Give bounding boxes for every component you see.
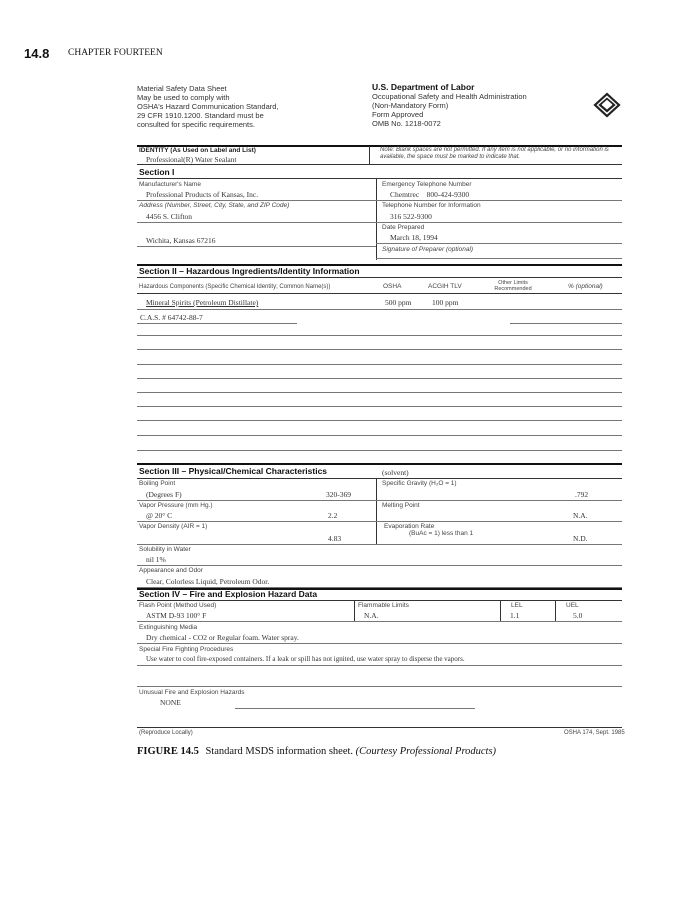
section-4-title: Section IV – Fire and Explosion Hazard Data	[139, 589, 318, 599]
evaporation-rate-condition: (BuAc = 1) less than 1	[409, 530, 474, 537]
vapor-density-label: Vapor Density (AIR = 1)	[139, 523, 208, 530]
ingredient-cas: C.A.S. # 64742-88-7	[140, 313, 203, 322]
ingredient-name: Mineral Spirits (Petroleum Distillate)	[146, 298, 259, 307]
form-header-line: consulted for specific requirements.	[137, 120, 255, 129]
boiling-point-label: Boiling Point	[139, 480, 176, 487]
specific-gravity-value: .792	[575, 490, 589, 499]
agency-title: U.S. Department of Labor	[372, 82, 475, 92]
address-label: Address (Number, Street, City, State, and ZIP Code)	[139, 202, 290, 209]
form-header-line: Material Safety Data Sheet	[137, 84, 227, 93]
manufacturer-value: Professional Products of Kansas, Inc.	[146, 190, 259, 199]
solubility-value: nil 1%	[146, 555, 166, 564]
form-header-right	[372, 83, 527, 128]
info-phone-label: Telephone Number for Information	[382, 202, 481, 209]
form-header-line: May be used to comply with	[137, 93, 230, 102]
section-3-note: (solvent)	[382, 468, 409, 477]
section-3-title: Section III – Physical/Chemical Characteristics	[139, 466, 328, 476]
ingredient-osha: 500 ppm	[385, 298, 412, 307]
uel-value: 5.0	[573, 611, 583, 620]
section-2-title: Section II – Hazardous Ingredients/Identity Information	[139, 266, 360, 276]
extinguishing-media-label: Extinguishing Media	[139, 624, 198, 631]
extinguishing-media-value: Dry chemical - CO2 or Regular foam. Water spray.	[146, 633, 299, 642]
info-phone-value: 316 522-9300	[390, 212, 432, 221]
lel-label: LEL	[511, 602, 523, 609]
vapor-density-value: 4.83	[328, 534, 342, 543]
figure-text: Standard MSDS information sheet.	[205, 746, 354, 757]
signature-label: Signature of Preparer (optional)	[382, 246, 474, 253]
specific-gravity-label: Specific Gravity (H₂O = 1)	[382, 480, 457, 487]
form-footer-left: (Reproduce Locally)	[139, 730, 193, 736]
vapor-pressure-value: 2.2	[328, 511, 338, 520]
evaporation-rate-value: N.D.	[573, 534, 588, 543]
form-header-line: 29 CFR 1910.1200. Standard must be	[137, 111, 264, 120]
components-header: Hazardous Components (Specific Chemical Identity; Common Name(s))	[139, 284, 331, 290]
uel-label: UEL	[566, 602, 579, 609]
manufacturer-label: Manufacturer's Name	[139, 181, 201, 188]
special-procedures-value: Use water to cool fire-exposed containers. If a leak or spill has not ignited, use water spray to disperse the vapors.	[146, 655, 465, 663]
unusual-hazards-value: NONE	[160, 698, 181, 707]
figure-label: FIGURE 14.5	[137, 746, 199, 757]
boiling-point-unit: (Degrees F)	[146, 490, 182, 499]
acgih-header: ACGIH TLV	[428, 283, 462, 290]
flash-point-value: ASTM D-93 100° F	[146, 611, 207, 620]
address-line-2: Wichita, Kansas 67216	[146, 236, 216, 245]
ingredient-tlv: 100 ppm	[432, 298, 459, 307]
section-1-title: Section I	[139, 167, 175, 177]
form-header-line: Occupational Safety and Health Administration	[372, 92, 527, 101]
form-footer-right: OSHA 174, Sept. 1985	[564, 730, 625, 736]
flash-point-label: Flash Point (Method Used)	[139, 602, 217, 609]
emergency-phone-label: Emergency Telephone Number	[382, 181, 472, 188]
emergency-phone-value: Chemtrec 800-424-9300	[390, 190, 470, 199]
solubility-label: Solubility in Water	[139, 546, 191, 553]
identity-label: IDENTITY (As Used on Label and List)	[139, 147, 256, 154]
boiling-point-value: 320-369	[326, 490, 351, 499]
evaporation-rate-label: Evaporation Rate	[384, 523, 435, 530]
special-procedures-label: Special Fire Fighting Procedures	[139, 646, 234, 653]
figure-credit: (Courtesy Professional Products)	[355, 746, 497, 757]
date-prepared-label: Date Prepared	[382, 224, 425, 231]
address-line-1: 4456 S. Clifton	[146, 212, 193, 221]
flammable-limits-label: Flammable Limits	[358, 602, 409, 609]
form-header-line: OSHA's Hazard Communication Standard,	[137, 102, 279, 111]
vapor-pressure-condition: @ 20° C	[146, 511, 173, 520]
appearance-label: Appearance and Odor	[139, 567, 203, 574]
vapor-pressure-label: Vapor Pressure (mm Hg.)	[139, 502, 213, 509]
form-header-left	[137, 84, 279, 129]
identity-value: Professional(R) Water Sealant	[146, 155, 237, 164]
other-limits-header: Other Limits Recommended	[494, 280, 532, 292]
date-prepared-value: March 18, 1994	[390, 233, 438, 242]
identity-note: Note: Blank spaces are not permitted. If any item is not applicable, or no information is available, the space must be marked to indicate that.	[380, 147, 609, 160]
osha-logo-icon	[593, 92, 621, 118]
lel-value: 1.1	[510, 611, 520, 620]
figure-caption	[137, 746, 496, 757]
page-number: 14.8	[24, 46, 50, 61]
appearance-value: Clear, Colorless Liquid, Petroleum Odor.	[146, 577, 270, 586]
unusual-hazards-label: Unusual Fire and Explosion Hazards	[139, 689, 245, 696]
flammable-limits-value: N.A.	[364, 611, 379, 620]
osha-header: OSHA	[383, 283, 402, 290]
percent-header: % (optional)	[568, 283, 603, 290]
form-header-line: OMB No. 1218-0072	[372, 119, 441, 128]
melting-point-label: Melting Point	[382, 502, 420, 509]
form-header-line: Form Approved	[372, 110, 424, 119]
melting-point-value: N.A.	[573, 511, 588, 520]
chapter-title: CHAPTER FOURTEEN	[68, 48, 163, 58]
form-header-line: (Non-Mandatory Form)	[372, 101, 449, 110]
